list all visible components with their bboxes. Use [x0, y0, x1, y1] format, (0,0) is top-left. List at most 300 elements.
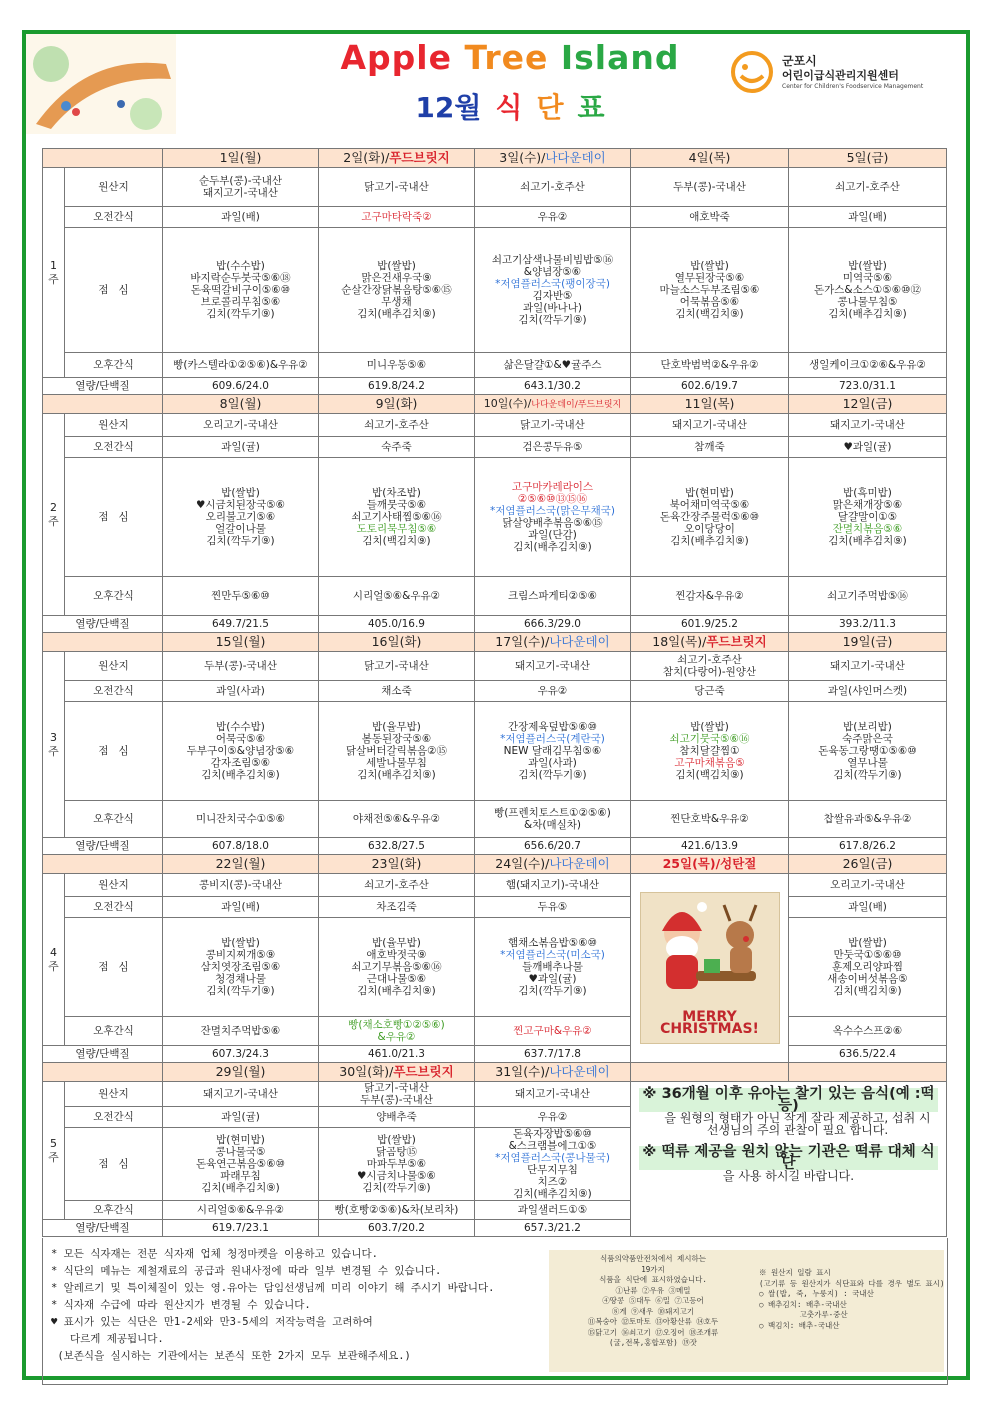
snack-text: 찹쌀유과⑤&우유②	[823, 813, 912, 825]
menu-line: 오리불고기⑤⑥	[205, 511, 276, 523]
energy-text: 607.8/18.0	[212, 840, 269, 852]
energy-value	[475, 1220, 631, 1237]
energy-text: 643.1/30.2	[524, 380, 581, 392]
snack-text: 과일샐러드①⑤	[517, 1204, 588, 1216]
week-label	[43, 874, 65, 1046]
menu-cell-origin	[163, 168, 319, 207]
menu-cell-am	[319, 437, 475, 458]
menu-cell-am	[319, 681, 475, 702]
subtitle-month: 12월	[415, 91, 482, 124]
menu-line: 검은콩두유⑤	[522, 441, 583, 453]
row-label-text: 원산지	[98, 1088, 129, 1100]
menu-line: 돈육간장주물럭⑤⑥⑩	[659, 511, 760, 523]
date-cell	[475, 395, 631, 414]
menu-line: 쇠고기삼색나물비빔밥⑤⑯	[491, 254, 614, 266]
menu-cell-lunch	[163, 458, 319, 577]
allergy-line: ⑮닭고기 ⑯쇠고기 ⑰오징어 ⑱조개류	[587, 1327, 719, 1337]
menu-line: 맑은채개장⑤⑥	[832, 499, 903, 511]
snack-text: 옥수수스프②⑥	[832, 1025, 903, 1037]
menu-line: 무생채	[381, 296, 412, 308]
row-label-lunch	[65, 228, 163, 353]
energy-value	[319, 378, 475, 395]
menu-cell-origin	[475, 414, 631, 437]
menu-cell-origin	[789, 168, 947, 207]
date-cell	[163, 855, 319, 874]
menu-line: 과일(귤)	[221, 1111, 260, 1123]
org-city: 군포시	[782, 54, 817, 68]
menu-line: 숙주맑은국	[842, 733, 893, 745]
menu-line: 고구마카레라이스	[511, 481, 594, 493]
page-title	[330, 38, 690, 77]
row-label-text: 원산지	[98, 181, 129, 193]
menu-line: 쇠고기무볶음⑤⑥⑯	[351, 961, 442, 973]
allergy-line: ④땅콩 ⑤대두 ⑥밀 ⑦고등어	[602, 1296, 704, 1305]
date-text: 23일(화)	[371, 856, 422, 871]
menu-cell-lunch	[789, 458, 947, 577]
date-cell	[789, 149, 947, 168]
origin-text: 쇠고기-호주산 참치(다랑어)-원양산	[662, 654, 757, 678]
menu-line: 우유②	[537, 685, 568, 697]
origin-text: 쇠고기-호주산	[520, 181, 585, 193]
menu-line: 두부구이⑤&양념장⑤⑥	[186, 745, 295, 757]
date-event: 푸드브릿지	[706, 634, 767, 649]
menu-line: 김치(백김치⑨)	[675, 769, 744, 781]
energy-value	[163, 616, 319, 633]
menu-line: 김치(백김치⑨)	[833, 985, 902, 997]
menu-cell-pm	[475, 1201, 631, 1220]
menu-line: 김치(배추김치⑨)	[357, 985, 436, 997]
row-label-text: 점 심	[98, 1158, 129, 1170]
origin-text: 오리고기-국내산	[203, 419, 278, 431]
menu-line: 단무지무침	[527, 1164, 578, 1176]
menu-cell-am	[319, 897, 475, 918]
meal-row-am	[43, 437, 947, 458]
menu-cell-lunch	[789, 228, 947, 353]
energy-label-text: 열량/단백질	[75, 840, 130, 852]
menu-line: 치즈②	[537, 1176, 568, 1188]
menu-cell-pm	[789, 1017, 947, 1046]
org-name: 어린이급식관리지원센터	[782, 69, 899, 82]
subtitle-char-3: 표	[577, 91, 605, 124]
menu-line: 돈육동그랑땡①⑤⑥⑩	[818, 745, 917, 757]
menu-cell-pm	[319, 577, 475, 616]
date-cell	[631, 855, 789, 874]
date-cell	[163, 633, 319, 652]
menu-line: 맑은건새우국⑨	[361, 272, 432, 284]
origin-text: 돼지고기-국내산	[515, 660, 590, 672]
meal-row-lunch	[43, 918, 947, 1017]
week-number: 5 주	[48, 1136, 59, 1164]
menu-line: 김치(깍두기⑨)	[362, 1182, 431, 1194]
menu-line: 김치(백김치⑨)	[362, 535, 431, 547]
snack-text: 크림스파게티②⑤⑥	[507, 590, 598, 602]
row-label-am	[65, 681, 163, 702]
menu-line: 봄동된장국⑤⑥	[361, 733, 432, 745]
menu-cell-origin	[163, 874, 319, 897]
row-label-lunch	[65, 918, 163, 1017]
notice-cell	[631, 1082, 947, 1237]
meal-row-pm	[43, 353, 947, 378]
menu-line: NEW 달래김무침⑤⑥	[503, 745, 602, 757]
menu-line: 채소죽	[381, 685, 412, 697]
menu-table	[42, 148, 947, 1237]
menu-line: 참깨죽	[694, 441, 725, 453]
menu-cell-lunch	[319, 228, 475, 353]
row-label-text: 원산지	[98, 879, 129, 891]
date-cell	[163, 1063, 319, 1082]
menu-line: 세발나물무침	[366, 757, 427, 769]
meal-row-origin	[43, 168, 947, 207]
row-label-text: 오후간식	[93, 359, 134, 371]
date-cell	[475, 1063, 631, 1082]
menu-line: 파래무침	[220, 1170, 261, 1182]
menu-line: ♥과일(귤)	[843, 441, 892, 453]
date-row	[43, 1063, 947, 1082]
snack-text: 단호박범벅②&우유②	[660, 359, 759, 371]
subtitle-char-2: 단	[536, 91, 564, 124]
date-event: 나다운데이	[549, 856, 610, 871]
menu-cell-origin	[475, 652, 631, 681]
meal-row-origin	[43, 652, 947, 681]
energy-label-text: 열량/단백질	[75, 618, 130, 630]
date-row-blank	[43, 1063, 163, 1082]
menu-line: 북어채미역국⑤⑥	[669, 499, 750, 511]
row-label-text: 오후간식	[93, 590, 134, 602]
menu-cell-pm	[163, 801, 319, 838]
energy-value	[319, 1220, 475, 1237]
title-word-tree: Tree	[464, 38, 549, 77]
menu-cell-pm	[163, 577, 319, 616]
menu-cell-am	[163, 437, 319, 458]
menu-line: 돈육떡갈비구이⑤⑥⑩	[190, 284, 291, 296]
menu-line: *저염플러스국(맑은무채국)	[489, 505, 615, 517]
snack-text: 야채전⑤⑥&우유②	[352, 813, 441, 825]
menu-line: 밥(현미밥)	[685, 487, 734, 499]
footer-note: (보존식을 실시하는 기관에서는 보존식 또한 2가지 모두 보관해주세요.)	[51, 1350, 411, 1362]
menu-cell-origin	[163, 652, 319, 681]
menu-cell-am	[163, 681, 319, 702]
menu-line: 당근죽	[694, 685, 725, 697]
menu-line: 돈가스&소스①⑤⑥⑩⑫	[813, 284, 922, 296]
menu-line: 들깨뭇국⑤⑥	[366, 499, 427, 511]
origin-text: 쇠고기-호주산	[364, 879, 429, 891]
menu-line: 밥(흑미밥)	[843, 487, 892, 499]
date-cell	[163, 149, 319, 168]
menu-cell-pm	[319, 353, 475, 378]
menu-line: 김치(배추김치⑨)	[828, 535, 907, 547]
row-label-origin	[65, 414, 163, 437]
meal-row-lunch	[43, 702, 947, 801]
menu-cell-lunch	[163, 702, 319, 801]
menu-line: 김치(배추김치⑨)	[357, 308, 436, 320]
footer	[42, 1238, 948, 1385]
row-label-text: 오전간식	[93, 441, 134, 453]
menu-line: 근대나물⑤⑥	[366, 973, 427, 985]
date-event: 푸드브릿지	[393, 1064, 454, 1079]
meal-row-origin	[43, 874, 947, 897]
row-label-text: 점 심	[98, 961, 129, 973]
notice-4: 을 사용 하시길 바랍니다.	[722, 1169, 855, 1183]
menu-cell-pm	[475, 801, 631, 838]
row-label-text: 오후간식	[93, 1204, 134, 1216]
energy-row	[43, 838, 947, 855]
menu-cell-origin	[319, 652, 475, 681]
menu-cell-lunch	[789, 918, 947, 1017]
menu-cell-origin	[319, 1082, 475, 1107]
origin-text: 닭고기-국내산 두부(콩)-국내산	[360, 1082, 433, 1106]
menu-line: 숙주죽	[381, 441, 412, 453]
date-row-blank	[43, 633, 163, 652]
snack-text: 삶은달걀①&♥귤주스	[503, 359, 602, 371]
row-label-text: 오전간식	[93, 1111, 134, 1123]
date-text: 26일(금)	[842, 856, 893, 871]
menu-line: &스크램블에그①⑤	[508, 1140, 597, 1152]
date-text: 2일(화)/	[343, 150, 390, 165]
week-number: 3 주	[48, 730, 59, 758]
energy-value	[163, 838, 319, 855]
energy-text: 619.8/24.2	[368, 380, 425, 392]
origin-text: 햄(돼지고기)-국내산	[505, 879, 600, 891]
allergy-line: (굴,전복,홍합포함) ⑲잣	[608, 1338, 698, 1347]
menu-line: 밥(율무밥)	[372, 937, 421, 949]
date-event: 나다운데이	[549, 1064, 610, 1079]
week-label	[43, 652, 65, 838]
menu-cell-am	[475, 207, 631, 228]
energy-text: 617.8/26.2	[839, 840, 896, 852]
date-text: 19일(금)	[842, 634, 893, 649]
origin-notice-line: ※ 원산지 일람 표시	[759, 1268, 831, 1277]
menu-line: 미역국⑤⑥	[842, 272, 893, 284]
menu-cell-am	[475, 437, 631, 458]
snack-text: 빵(호빵②⑤⑥)&차(보리차)	[334, 1204, 459, 1216]
footer-notes	[51, 1246, 551, 1365]
menu-cell-pm	[631, 801, 789, 838]
menu-cell-origin	[319, 874, 475, 897]
date-cell	[319, 149, 475, 168]
menu-line: 양배추죽	[376, 1111, 417, 1123]
menu-line: 순살간장닭볶음탕⑤⑥⑮	[341, 284, 452, 296]
date-cell	[319, 395, 475, 414]
date-row	[43, 149, 947, 168]
menu-cell-pm	[789, 353, 947, 378]
menu-line: 열무나물	[847, 757, 888, 769]
origin-text: 콩비지(콩)-국내산	[199, 879, 282, 891]
menu-line: 돈육연근볶음⑤⑥⑩	[195, 1158, 286, 1170]
menu-cell-origin	[475, 874, 631, 897]
menu-line: 김치(배추김치⑨)	[513, 1188, 592, 1200]
energy-text: 393.2/11.3	[839, 618, 896, 630]
date-text: 11일(목)	[684, 396, 735, 411]
footer-note: 다르게 제공됩니다.	[51, 1333, 164, 1345]
menu-cell-lunch	[319, 702, 475, 801]
footer-note: * 식자재 수급에 따라 원산지가 변경될 수 있습니다.	[51, 1299, 311, 1311]
week-label	[43, 168, 65, 378]
menu-line: 도토리묵무침⑤⑥	[356, 523, 437, 535]
menu-line: *저염플러스국(미소국)	[500, 949, 605, 961]
menu-cell-am	[631, 437, 789, 458]
origin-text: 돼지고기-국내산	[515, 1088, 590, 1100]
menu-line: 과일(샤인머스켓)	[827, 685, 908, 697]
energy-text: 666.3/29.0	[524, 618, 581, 630]
date-cell	[475, 633, 631, 652]
date-text: 24일(수)/	[495, 856, 550, 871]
menu-line: 밥(쌀밥)	[690, 260, 729, 272]
menu-line: 간장제육덮밥⑤⑥⑩	[507, 721, 598, 733]
title-word-apple: Apple	[340, 38, 452, 77]
smile-logo-icon	[730, 50, 774, 94]
origin-notice-line: (고기류 등 원산지가 식단표와 다를 경우 별도 표시)	[759, 1278, 945, 1288]
date-cell	[163, 395, 319, 414]
menu-line: 밥(차조밥)	[372, 487, 421, 499]
menu-line: 김치(백김치⑨)	[675, 308, 744, 320]
row-label-origin	[65, 168, 163, 207]
date-text: 29일(월)	[215, 1064, 266, 1079]
menu-line: 얼갈이나물	[215, 523, 266, 535]
week-number: 4 주	[48, 945, 59, 973]
menu-line: 쇠고기사태찜⑤⑥⑯	[351, 511, 442, 523]
christmas-text: MERRY CHRISTMAS!	[660, 1009, 759, 1037]
date-cell	[631, 149, 789, 168]
menu-cell-lunch	[163, 918, 319, 1017]
row-label-pm	[65, 1017, 163, 1046]
energy-value	[319, 616, 475, 633]
menu-cell-origin	[789, 874, 947, 897]
menu-line: 김치(깍두기⑨)	[518, 769, 587, 781]
energy-text: 619.7/23.1	[212, 1222, 269, 1234]
menu-cell-lunch	[319, 918, 475, 1017]
energy-value	[163, 1046, 319, 1063]
date-text: 31일(수)/	[495, 1064, 550, 1079]
menu-line: 김치(깍두기⑨)	[833, 769, 902, 781]
christmas-image	[640, 892, 780, 1044]
energy-label	[43, 1220, 163, 1237]
snack-text: 찐감자&우유②	[675, 590, 744, 602]
org-english: Center for Children's Foodservice Management	[782, 83, 924, 90]
menu-line: 밥(현미밥)	[216, 1134, 265, 1146]
menu-cell-am	[789, 437, 947, 458]
snack-text: 생일케이크①②⑥&우유②	[809, 359, 926, 371]
date-text: 25일(목)/성탄절	[662, 856, 757, 871]
energy-row	[43, 616, 947, 633]
date-text: 1일(월)	[219, 150, 262, 165]
row-label-pm	[65, 577, 163, 616]
energy-value	[475, 616, 631, 633]
date-event: 나다운데이	[549, 634, 610, 649]
energy-text: 602.6/19.7	[681, 380, 738, 392]
menu-cell-origin	[789, 652, 947, 681]
menu-cell-pm	[789, 577, 947, 616]
menu-line: 닭살양배추볶음⑤⑥⑮	[502, 517, 603, 529]
origin-text: 닭고기-국내산	[364, 660, 429, 672]
snack-text: 시리얼⑤⑥&우유②	[196, 1204, 285, 1216]
date-text: 15일(월)	[215, 634, 266, 649]
menu-line: 과일(배)	[221, 211, 260, 223]
energy-text: 601.9/25.2	[681, 618, 738, 630]
row-label-am	[65, 437, 163, 458]
menu-cell-pm	[319, 801, 475, 838]
menu-line: 애호박죽	[689, 211, 730, 223]
menu-line: 바지락순두붓국⑤⑥⑱	[190, 272, 291, 284]
menu-cell-lunch	[475, 1128, 631, 1201]
date-cell	[319, 855, 475, 874]
row-label-lunch	[65, 1128, 163, 1201]
energy-value	[789, 616, 947, 633]
menu-line: 우유②	[537, 1111, 568, 1123]
origin-text: 돼지고기-국내산	[672, 419, 747, 431]
menu-cell-lunch	[319, 458, 475, 577]
menu-cell-lunch	[163, 228, 319, 353]
menu-line: 닭살버터갈릭볶음②⑮	[345, 745, 448, 757]
date-cell	[631, 395, 789, 414]
menu-line: 달걀말이①⑤	[837, 511, 898, 523]
menu-cell-am	[319, 1107, 475, 1128]
energy-value	[319, 1046, 475, 1063]
notice-2: 을 원형의 형태가 아닌 작게 잘라 제공하고, 섭취 시 선생님의 주의 관찰이 필요 합니다.	[664, 1111, 931, 1137]
origin-notice-line: ○ 쌀(밥, 죽, 누룽지) : 국내산	[759, 1289, 874, 1298]
origin-text: 돼지고기-국내산	[830, 660, 905, 672]
menu-line: 밥(율무밥)	[372, 721, 421, 733]
menu-line: 고구마타락죽②	[361, 211, 432, 223]
energy-value	[789, 1046, 947, 1063]
allergy-line: ⑪복숭아 ⑫토마토 ⑬아황산류 ⑭호두	[587, 1317, 719, 1326]
date-text: 4일(목)	[688, 150, 731, 165]
menu-line: 김치(깍두기⑨)	[518, 985, 587, 997]
meal-row-am	[43, 897, 947, 918]
row-label-pm	[65, 801, 163, 838]
allergy-line: 식품을 식단에 표시하였습니다.	[599, 1275, 707, 1284]
allergy-list	[553, 1254, 753, 1349]
menu-line: 과일(배)	[848, 901, 887, 913]
menu-line: 마파두부⑤⑥	[366, 1158, 427, 1170]
menu-cell-lunch	[631, 702, 789, 801]
week-label	[43, 1082, 65, 1220]
menu-cell-lunch	[163, 1128, 319, 1201]
notice-3: ※ 떡류 제공을 원치 않는 기관은 떡류 대체 식단	[639, 1146, 938, 1170]
row-label-text: 점 심	[98, 511, 129, 523]
menu-line: 잔멸치볶음⑤⑥	[832, 523, 903, 535]
energy-label	[43, 838, 163, 855]
date-event: 나다운데이	[545, 150, 606, 165]
menu-cell-lunch	[475, 458, 631, 577]
date-row	[43, 855, 947, 874]
menu-cell-am	[163, 1107, 319, 1128]
menu-line: 훈제오리양파찜	[831, 961, 903, 973]
meal-row-origin	[43, 414, 947, 437]
menu-line: 밥(수수밥)	[216, 721, 265, 733]
origin-text: 닭고기-국내산	[364, 181, 429, 193]
menu-line: 과일(배)	[848, 211, 887, 223]
row-label-text: 원산지	[98, 660, 129, 672]
menu-line: 감자조림⑤⑥	[210, 757, 271, 769]
menu-line: 밥(보리밥)	[843, 721, 892, 733]
menu-line: 열무된장국⑤⑥	[674, 272, 745, 284]
notice-1: ※ 36개월 이후 유아는 찰기 있는 음식(예 :떡 등)	[639, 1088, 938, 1112]
menu-line: 들깨배추나물	[522, 961, 583, 973]
menu-line: 만둣국①⑤⑥⑩	[833, 949, 902, 961]
origin-notice-line: ○ 배추김치: 배추-국내산	[759, 1299, 847, 1309]
menu-cell-pm	[475, 1017, 631, 1046]
origin-notice-line: 고춧가루-중산	[759, 1310, 848, 1319]
menu-cell-lunch	[631, 458, 789, 577]
menu-cell-origin	[163, 1082, 319, 1107]
menu-cell-am	[163, 207, 319, 228]
footer-note: * 식단의 메뉴는 제철재료의 공급과 원내사정에 따라 일부 변경될 수 있습니다.	[51, 1265, 442, 1277]
menu-line: 햄채소볶음밥⑤⑥⑩	[507, 937, 598, 949]
energy-text: 603.7/20.2	[368, 1222, 425, 1234]
origin-notice-line: ○ 백김치: 배추-국내산	[759, 1320, 840, 1330]
date-text: 3일(수)/	[499, 150, 546, 165]
meal-row-pm	[43, 801, 947, 838]
